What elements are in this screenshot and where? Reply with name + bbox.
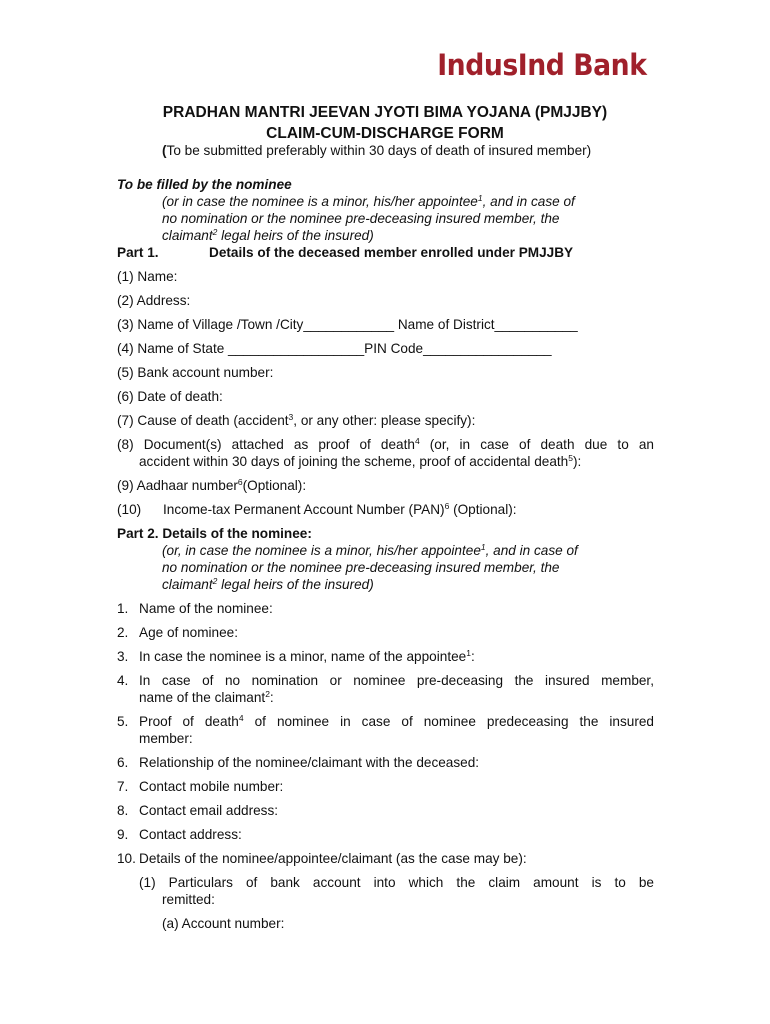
part2-item-number: 5. [117, 714, 129, 729]
part2-subitem-account-number: (a) Account number: [162, 916, 285, 931]
part2-item-number: 7. [117, 779, 129, 794]
part2-item-mobile: Contact mobile number: [139, 779, 284, 794]
part2-item-number: 4. [117, 673, 129, 688]
nominee-note-line1: (or in case the nominee is a minor, his/her appointee$^1$, and in case of [162, 193, 575, 209]
part2-item-number: 3. [117, 649, 129, 664]
part1-item-date-of-death: (6) Date of death: [117, 389, 223, 404]
part2-item-proof-line1: Proof of death$^4$ of nominee in case of nominee predeceasing the insured [139, 713, 654, 729]
part2-item-contact-address: Contact address: [139, 827, 242, 842]
part1-item-proof-line2: accident within 30 days of joining the scheme, proof of accidental death$^5$): [139, 453, 582, 469]
part1-item-bank-account: (5) Bank account number: [117, 365, 274, 380]
nominee-note-line3: claimant$^2$ legal heirs of the insured) [162, 227, 374, 243]
part2-item-number: 2. [117, 625, 129, 640]
part2-item-number: 10. [117, 851, 136, 866]
part1-item-pan-number: (10) [117, 502, 142, 517]
part2-item-details: Details of the nominee/appointee/claimant (as the case may be): [139, 851, 527, 866]
form-subtitle: (To be submitted preferably within 30 days of death of insured member) [162, 143, 592, 158]
part2-item-number: 9. [117, 827, 129, 842]
form-title-line2: CLAIM-CUM-DISCHARGE FORM [266, 125, 504, 142]
part2-item-number: 8. [117, 803, 129, 818]
part2-item-nominee-age: Age of nominee: [139, 625, 238, 640]
part2-item-relationship: Relationship of the nominee/claimant with the deceased: [139, 755, 480, 770]
part1-item-name: (1) Name: [117, 269, 178, 284]
form-title-line1: PRADHAN MANTRI JEEVAN JYOTI BIMA YOJANA (PMJJBY) [162, 104, 608, 121]
part1-item-proof-line1: (8) Document(s) attached as proof of death$^4$ (or, in case of death due to an [117, 436, 654, 452]
part2-title: Part 2. Details of the nominee: [117, 526, 312, 541]
part1-item-address: (2) Address: [117, 293, 191, 308]
part1-item-village-district: (3) Name of Village /Town /City____________ Name of District___________ [117, 317, 578, 332]
part2-subitem-bank-line1: (1) Particulars of bank account into which the claim amount is to be [139, 875, 654, 890]
part2-note-line2: no nomination or the nominee pre-deceasing insured member, the [162, 560, 560, 575]
part1-label: Part 1. [117, 245, 159, 260]
nominee-heading: To be filled by the nominee [117, 177, 292, 192]
part1-item-aadhaar: (9) Aadhaar number$^6$(Optional): [117, 477, 307, 493]
part2-item-nominee-name: Name of the nominee: [139, 601, 273, 616]
part2-item-number: 1. [117, 601, 129, 616]
part2-note-line1: (or, in case the nominee is a minor, his/her appointee$^1$, and in case of [162, 542, 578, 558]
part2-item-claimant-line1: In case of no nomination or nominee pre-deceasing the insured member, [139, 673, 654, 688]
nominee-note-line2: no nomination or the nominee pre-deceasing insured member, the [162, 211, 560, 226]
part1-item-pan: Income-tax Permanent Account Number (PAN)$^6$ (Optional): [163, 501, 517, 517]
part2-item-claimant-line2: name of the claimant$^2$: [139, 689, 274, 705]
part1-item-cause-of-death: (7) Cause of death (accident$^3$, or any other: please specify): [117, 412, 476, 428]
part2-item-email: Contact email address: [139, 803, 279, 818]
part1-title: Details of the deceased member enrolled under PMJJBY [209, 245, 574, 260]
part2-item-appointee: In case the nominee is a minor, name of the appointee$^1$: [139, 648, 475, 664]
part2-item-number: 6. [117, 755, 129, 770]
part2-item-proof-line2: member: [139, 731, 193, 746]
part1-item-state-pin: (4) Name of State __________________PIN Code_________________ [117, 341, 552, 356]
part2-note-line3: claimant$^2$ legal heirs of the insured) [162, 576, 374, 592]
bank-logo: IndusInd Bank [436, 48, 646, 82]
part2-subitem-bank-line2: remitted: [162, 892, 215, 907]
